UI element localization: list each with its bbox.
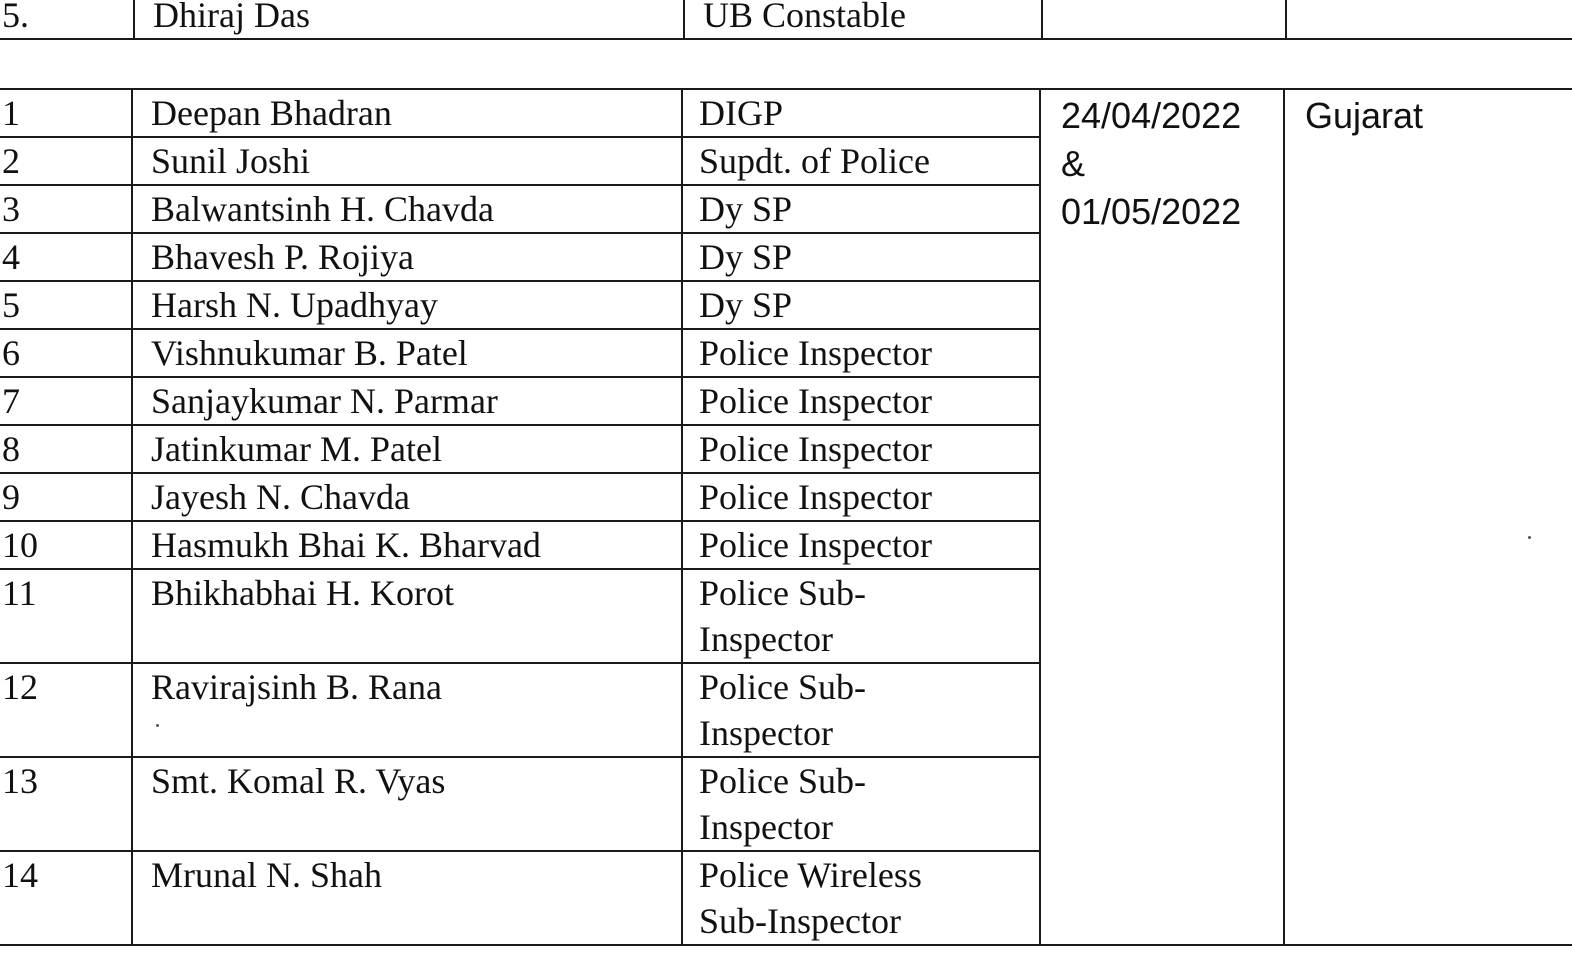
date-cell xyxy=(1040,89,1284,945)
designation-line: Police Inspector xyxy=(699,429,932,469)
date-cell xyxy=(1042,0,1286,39)
designation-line: Inspector xyxy=(699,713,833,753)
serial-cell: 2 xyxy=(0,137,132,185)
state-cell xyxy=(1286,0,1572,39)
name-cell: Sanjaykumar N. Parmar xyxy=(132,377,682,425)
serial-cell: 10 xyxy=(0,521,132,569)
previous-section-table xyxy=(0,0,1572,40)
serial-cell: 5 xyxy=(0,281,132,329)
serial-cell: 11 xyxy=(0,569,132,663)
designation-cell xyxy=(682,185,1040,233)
serial-cell: 12 xyxy=(0,663,132,757)
name-cell: Deepan Bhadran xyxy=(132,89,682,137)
designation-cell xyxy=(682,281,1040,329)
name-cell: Harsh N. Upadhyay xyxy=(132,281,682,329)
name-cell: Vishnukumar B. Patel xyxy=(132,329,682,377)
date-line: 01/05/2022 xyxy=(1061,191,1242,232)
designation-line: Dy SP xyxy=(699,285,793,325)
designation-cell xyxy=(682,425,1040,473)
name-cell: Bhavesh P. Rojiya xyxy=(132,233,682,281)
designation-line: Police Wireless xyxy=(699,855,922,895)
designation-cell xyxy=(682,137,1040,185)
designation-cell xyxy=(682,521,1040,569)
name-cell: Ravirajsinh B. Rana xyxy=(132,663,682,757)
designation-cell xyxy=(682,757,1040,851)
designation-line: Police Sub- xyxy=(699,573,866,613)
name-cell: Bhikhabhai H. Korot xyxy=(132,569,682,663)
designation-line: Police Sub- xyxy=(699,667,866,707)
serial-cell: 1 xyxy=(0,89,132,137)
name-cell: Sunil Joshi xyxy=(132,137,682,185)
designation-cell xyxy=(682,569,1040,663)
designation-line: Police Sub- xyxy=(699,761,866,801)
designation-line: Dy SP xyxy=(699,189,793,229)
serial-cell: 13 xyxy=(0,757,132,851)
designation-line: Police Inspector xyxy=(699,525,932,565)
designation-line: Police Inspector xyxy=(699,381,932,421)
name-cell: Mrunal N. Shah xyxy=(132,851,682,945)
serial-cell: 8 xyxy=(0,425,132,473)
name-cell: Hasmukh Bhai K. Bharvad xyxy=(132,521,682,569)
serial-cell: 5. xyxy=(0,0,134,39)
designation-cell xyxy=(682,377,1040,425)
date-line: & xyxy=(1061,143,1086,184)
table-row xyxy=(0,89,1572,137)
state-cell xyxy=(1284,89,1572,945)
main-section-table xyxy=(0,88,1572,946)
name-cell: Jatinkumar M. Patel xyxy=(132,425,682,473)
serial-cell: 4 xyxy=(0,233,132,281)
serial-cell: 9 xyxy=(0,473,132,521)
designation-cell xyxy=(682,663,1040,757)
table-row xyxy=(0,0,1572,39)
date-line: 24/04/2022 xyxy=(1061,95,1242,136)
designation-cell xyxy=(682,89,1040,137)
serial-cell: 14 xyxy=(0,851,132,945)
serial-cell: 6 xyxy=(0,329,132,377)
designation-line: Police Inspector xyxy=(699,333,932,373)
name-cell: Smt. Komal R. Vyas xyxy=(132,757,682,851)
scan-speck xyxy=(1528,536,1531,539)
designation-cell xyxy=(682,851,1040,945)
designation-line: Inspector xyxy=(699,619,833,659)
serial-cell: 3 xyxy=(0,185,132,233)
name-cell: Balwantsinh H. Chavda xyxy=(132,185,682,233)
designation-cell: UB Constable xyxy=(684,0,1042,39)
designation-line: Police Inspector xyxy=(699,477,932,517)
name-cell: Dhiraj Das xyxy=(134,0,684,39)
name-cell: Jayesh N. Chavda xyxy=(132,473,682,521)
designation-line: Supdt. of Police xyxy=(699,141,930,181)
designation-cell xyxy=(682,329,1040,377)
designation-line: Sub-Inspector xyxy=(699,901,901,941)
scan-speck xyxy=(156,724,159,727)
designation-line: Inspector xyxy=(699,807,833,847)
main-table-body xyxy=(0,89,1572,945)
designation-line: Dy SP xyxy=(699,237,793,277)
state-label: Gujarat xyxy=(1305,95,1424,136)
designation-cell xyxy=(682,473,1040,521)
designation-line: DIGP xyxy=(699,93,784,133)
designation-cell xyxy=(682,233,1040,281)
serial-cell: 7 xyxy=(0,377,132,425)
